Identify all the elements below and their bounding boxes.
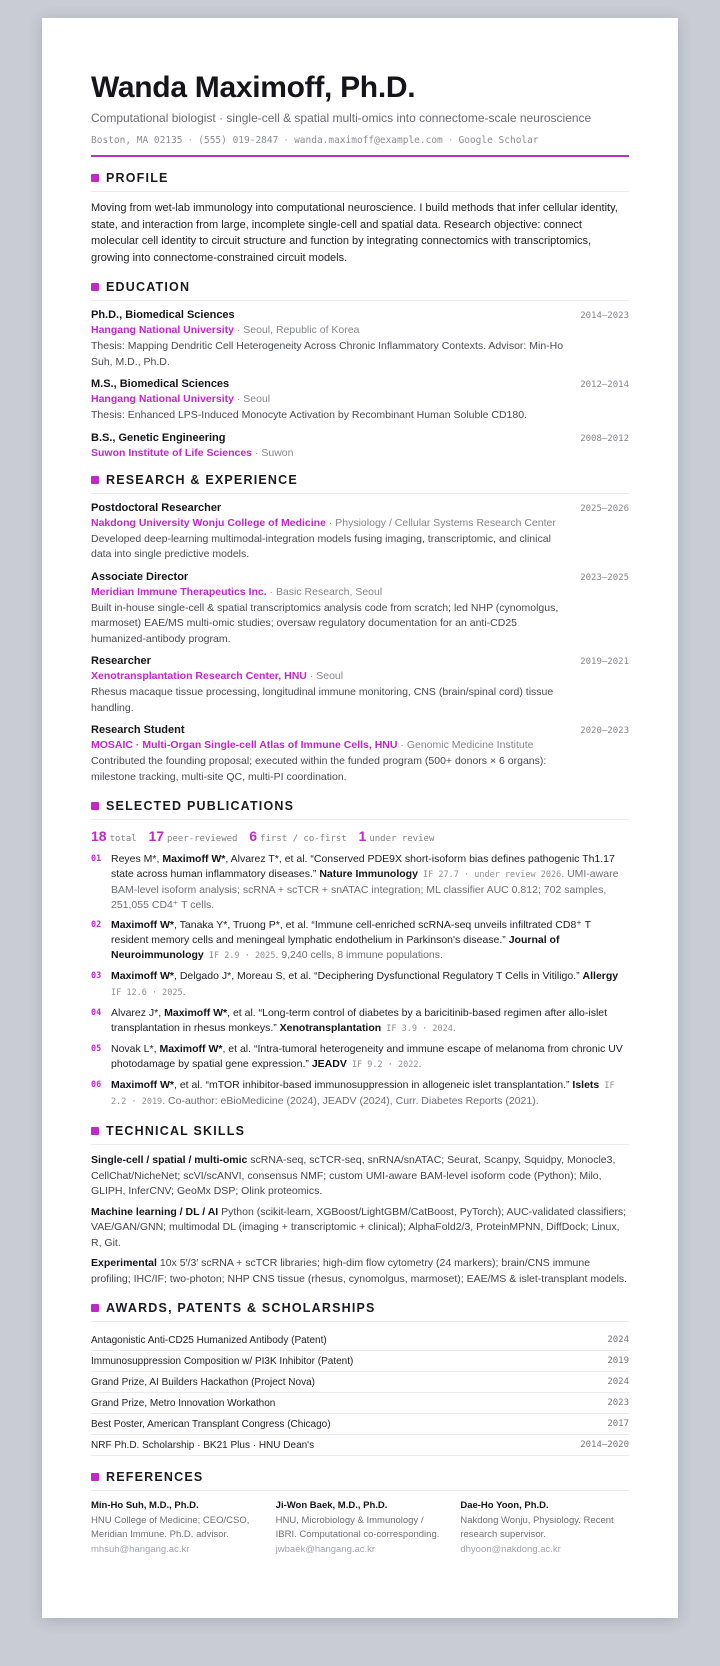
degree: B.S., Genetic Engineering <box>91 431 226 444</box>
description: Developed deep-learning multimodal-integration models fusing imaging, transcriptomic, and clinical data into single predictive models. <box>91 532 551 560</box>
section-title-experience: RESEARCH & EXPERIENCE <box>91 473 629 494</box>
skills-list <box>91 1153 629 1287</box>
reference-card <box>460 1499 629 1557</box>
impact-factor: IF 9.2 · 2022 <box>346 1060 419 1070</box>
award-year: 2014–2020 <box>580 1440 629 1450</box>
publication-citation: Alvarez J*, Maximoff W*, et al. “Long-term control of diabetes by a baricitinib-based regimen after allo-islet transplantation in rhesus monkeys.” Xenotransplantation IF 3.9 · 2024. <box>111 1007 608 1034</box>
reference-name: Ji-Won Baek, M.D., Ph.D. <box>275 1500 388 1511</box>
journal: Journal of Neuroimmunology <box>111 934 560 961</box>
publication-citation: Maximoff W*, Delgado J*, Moreau S, et al. “Deciphering Dysfunctional Regulatory T Cells in Vitiligo.” Allergy IF 12.6 · 2025. <box>111 970 619 998</box>
organization: Xenotransplantation Research Center, HNU <box>91 670 307 682</box>
degree: Ph.D., Biomedical Sciences <box>91 309 235 321</box>
impact-factor: IF 12.6 · 2025 <box>111 988 183 998</box>
thesis: Thesis: Mapping Dendritic Cell Heterogeneity Across Chronic Inflammatory Contexts. Advisor: Min-Ho Suh, M.D., Ph.D. <box>91 340 564 368</box>
stat-number: 17 <box>148 828 165 844</box>
contact-scholar-link[interactable]: Google Scholar <box>458 135 539 146</box>
publication-index: 01 <box>91 854 102 864</box>
award-name: Best Poster, American Transplant Congress (Chicago) <box>91 1418 331 1430</box>
publication-list <box>91 852 629 1110</box>
section-bullet-icon <box>91 1127 99 1135</box>
section-bullet-icon <box>91 802 99 810</box>
section-title-references: REFERENCES <box>91 1470 629 1491</box>
contact-email[interactable]: wanda.maximoff@example.com <box>294 135 443 146</box>
department: · Basic Research, Seoul <box>266 585 383 598</box>
reference-email[interactable]: mhsuh@hangang.ac.kr <box>91 1543 190 1555</box>
organization: Nakdong University Wonju College of Medicine <box>91 516 326 529</box>
department: · Seoul <box>306 670 344 682</box>
impact-factor: IF 3.9 · 2024 <box>381 1024 453 1034</box>
skill-label: Single-cell / spatial / multi-omic <box>91 1154 248 1166</box>
role: Associate Director <box>91 570 189 583</box>
section-title-skills: TECHNICAL SKILLS <box>91 1124 629 1145</box>
experience-entry <box>91 724 629 785</box>
reference-name: Dae-Ho Yoon, Ph.D. <box>460 1500 549 1511</box>
award-name: Grand Prize, Metro Innovation Workathon <box>91 1397 276 1409</box>
reference-email[interactable]: dhyoon@nakdong.ac.kr <box>460 1543 561 1555</box>
reference-card <box>276 1499 445 1557</box>
impact-factor: IF 27.7 · under review 2026 <box>417 870 562 880</box>
contact-location: Boston, MA 02135 <box>91 135 183 146</box>
section-bullet-icon <box>91 283 99 291</box>
references-list <box>91 1499 629 1557</box>
reference-email[interactable]: jwbaek@hangang.ac.kr <box>275 1543 376 1555</box>
journal: Nature Immunology <box>319 868 418 880</box>
institution-line <box>91 447 629 459</box>
skill-label: Machine learning / DL / AI <box>91 1205 219 1218</box>
award-row <box>91 1435 629 1456</box>
award-row <box>91 1351 629 1372</box>
stat-label: under review <box>369 834 435 844</box>
location: · Seoul, Republic of Korea <box>233 324 360 336</box>
section-bullet-icon <box>91 174 99 182</box>
degree: M.S., Biomedical Sciences <box>91 378 230 390</box>
award-year: 2024 <box>607 1377 629 1387</box>
organization-line <box>91 670 629 682</box>
contact-separator: · <box>283 135 290 146</box>
experience-list <box>91 502 629 786</box>
institution-line <box>91 324 629 336</box>
award-row <box>91 1393 629 1414</box>
contact-line <box>91 135 629 146</box>
stat-number: 1 <box>358 828 367 844</box>
section-title-awards: AWARDS, PATENTS & SCHOLARSHIPS <box>91 1301 629 1322</box>
stat-number: 6 <box>249 828 258 844</box>
dates: 2023–2025 <box>580 572 629 583</box>
journal: JEADV <box>311 1058 347 1070</box>
section-bullet-icon <box>91 1473 99 1481</box>
education-list <box>91 309 629 459</box>
award-row <box>91 1372 629 1393</box>
profile-text: Moving from wet-lab immunology into computational neuroscience. I build methods that infer cellular identity, state, and interaction from large, incomplete single-cell and spatial data. Research objective: connect molecular cell identity to circuit structure and function by integrating connectomics with transcriptomics, growing into connectome-constrained circuit models. <box>91 202 618 264</box>
publication-item <box>91 1042 629 1073</box>
header-divider <box>91 155 629 157</box>
role: Researcher <box>91 655 151 667</box>
publication-index: 04 <box>91 1008 102 1018</box>
department: · Physiology / Cellular Systems Research Center <box>325 516 556 529</box>
impact-factor: IF 2.9 · 2025 <box>203 951 276 961</box>
institution: Hangang National University <box>91 324 234 336</box>
reference-description: Nakdong Wonju, Physiology. Recent research supervisor. <box>460 1514 614 1540</box>
organization: Meridian Immune Therapeutics Inc. <box>91 585 267 598</box>
award-year: 2019 <box>607 1356 629 1366</box>
award-year: 2024 <box>607 1335 629 1345</box>
journal: Allergy <box>582 970 619 982</box>
publication-citation: Reyes M*, Maximoff W*, Alvarez T*, et al. “Conserved PDE9X short-isoform bias defines pathogenic Th1.17 state across human inflammatory diseases.” Nature Immunology IF 27.7 · under review 2026. UMI-aware BAM-level isoform analysis; scRNA + scTCR + snATAC integration; ML classifier AUC 0.812; 702 samples, 251,055 CD4⁺ T cells. <box>111 853 619 911</box>
publication-item <box>91 852 629 913</box>
organization-line <box>91 739 629 751</box>
resume-page <box>42 18 678 1618</box>
thesis: Thesis: Enhanced LPS-Induced Monocyte Activation by Recombinant Human Soluble CD180. <box>91 409 527 421</box>
organization-line <box>91 586 629 598</box>
section-bullet-icon <box>91 476 99 484</box>
dates: 2019–2021 <box>580 657 629 667</box>
reference-name: Min-Ho Suh, M.D., Ph.D. <box>91 1500 199 1511</box>
section-title-profile: PROFILE <box>91 171 629 192</box>
contact-separator: · <box>187 135 194 146</box>
award-row <box>91 1330 629 1351</box>
candidate-name: Wanda Maximoff, Ph.D. <box>91 71 416 104</box>
publication-stats <box>91 828 629 844</box>
organization: MOSAIC · Multi-Organ Single-cell Atlas of Immune Cells, HNU <box>91 739 398 751</box>
dates: 2014–2023 <box>580 311 629 321</box>
dates: 2008–2012 <box>580 433 629 444</box>
contact-phone[interactable]: (555) 019-2847 <box>198 135 279 146</box>
experience-entry <box>91 571 629 648</box>
journal: Xenotransplantation <box>279 1022 382 1034</box>
reference-card <box>91 1499 260 1557</box>
stat-label: peer-reviewed <box>167 834 238 844</box>
award-name: NRF Ph.D. Scholarship · BK21 Plus · HNU Dean's <box>91 1439 315 1451</box>
location: · Suwon <box>252 446 294 459</box>
tagline: Computational biologist · single-cell & spatial multi-omics into connectome-scale neuroscience <box>91 111 592 125</box>
description: Built in-house single-cell & spatial transcriptomics analysis code from scratch; led NHP (cynomolgus, marmoset) EAE/MS multi-omic studies; oversaw regulatory documentation for an anti-CD25 humanized-antibody program. <box>91 601 559 645</box>
award-name: Immunosuppression Composition w/ PI3K Inhibitor (Patent) <box>91 1355 354 1367</box>
dates: 2025–2026 <box>580 503 629 514</box>
institution-line <box>91 393 629 405</box>
education-entry <box>91 378 629 424</box>
institution: Hangang National University <box>91 393 234 405</box>
stat-number: 18 <box>91 828 107 844</box>
organization-line <box>91 517 629 529</box>
location: · Seoul <box>233 393 271 405</box>
publication-index: 03 <box>91 971 102 981</box>
publication-item <box>91 1006 629 1037</box>
publication-item <box>91 969 629 1001</box>
section-bullet-icon <box>91 1304 99 1312</box>
skill-group: Experimental 10x 5′/3′ scRNA + scTCR libraries; high-dim flow cytometry (24 markers); brain/CNS immune profiling; IHC/IF; two-photon; NHP CNS tissue (rhesus, cynomolgus, marmoset); EAE/MS & islet-transplant models. <box>91 1257 628 1285</box>
section-title-publications: SELECTED PUBLICATIONS <box>91 799 629 820</box>
publication-citation: Maximoff W*, et al. “mTOR inhibitor-based immunosuppression in allogeneic islet transplantation.” Islets IF 2.2 · 2019. Co-author: eBioMedicine (2024), JEADV (2024), Curr. Diabetes Reports (2021). <box>111 1079 615 1107</box>
experience-entry <box>91 655 629 716</box>
award-row <box>91 1414 629 1435</box>
description: Rhesus macaque tissue processing, longitudinal immune monitoring, CNS (brain/spinal cord) tissue handling. <box>91 686 554 714</box>
award-year: 2017 <box>607 1419 629 1429</box>
experience-entry <box>91 502 629 563</box>
education-entry <box>91 432 629 459</box>
publication-index: 02 <box>91 920 102 930</box>
award-name: Antagonistic Anti-CD25 Humanized Antibody (Patent) <box>91 1334 327 1346</box>
stat-label: total <box>109 834 137 844</box>
reference-description: HNU College of Medicine; CEO/CSO, Meridian Immune. Ph.D. advisor. <box>91 1514 250 1540</box>
role: Research Student <box>91 724 185 736</box>
stat-label: first / co-first <box>260 834 347 844</box>
skill-group: Machine learning / DL / AI Python (scikit-learn, XGBoost/LightGBM/CatBoost, PyTorch); AUC-validated classifiers; VAE/GAN/GNN; multimodal DL (imaging + transcriptomic + clinical); AlphaFold2/3, ProteinMPNN, DiffDock; Linux, R, Git. <box>91 1205 627 1249</box>
award-year: 2023 <box>607 1398 629 1408</box>
publication-item <box>91 918 629 964</box>
dates: 2012–2014 <box>580 380 629 390</box>
description: Contributed the founding proposal; executed within the funded program (500+ donors × 6 organs): milestone tracking, multi-site QC, multi-PI coordination. <box>91 755 547 783</box>
publication-citation: Maximoff W*, Tanaka Y*, Truong P*, et al. “Immune cell-enriched scRNA-seq unveils infiltrated CD8⁺ T resident memory cells and meningeal lymphatic endothelium in Parkinson's disease.” Journal of Neuroimmunology IF 2.9 · 2025. 9,240 cells, 8 immune populations. <box>111 919 591 961</box>
publication-index: 06 <box>91 1080 102 1090</box>
awards-list <box>91 1330 629 1456</box>
education-entry <box>91 309 629 370</box>
reference-description: HNU, Microbiology & Immunology / IBRI. Computational co-corresponding. <box>275 1514 440 1540</box>
contact-separator: · <box>447 135 454 146</box>
journal: Islets <box>572 1079 600 1091</box>
impact-factor: IF 2.2 · 2019 <box>111 1081 615 1107</box>
section-title-education: EDUCATION <box>91 280 629 301</box>
skill-label: Experimental <box>91 1257 157 1269</box>
publication-index: 05 <box>91 1044 102 1054</box>
skill-group: Single-cell / spatial / multi-omic scRNA-seq, scTCR-seq, snRNA/snATAC; Seurat, Scanpy, Squidpy, Monocle3, CellChat/NicheNet; scVI/scANVI, consensus NMF; custom UMI-aware BAM-level isoform code (Python); Milo, GLIPH, InferCNV; GeoMx DSP; Olink proteomics. <box>91 1154 616 1197</box>
department: · Genomic Medicine Institute <box>397 739 534 751</box>
role: Postdoctoral Researcher <box>91 501 222 514</box>
publication-item <box>91 1078 629 1110</box>
award-name: Grand Prize, AI Builders Hackathon (Project Nova) <box>91 1376 315 1388</box>
publication-citation: Novak L*, Maximoff W*, et al. “Intra-tumoral heterogeneity and immune escape of melanoma from chronic UV photodamage by spatial gene expression.” JEADV IF 9.2 · 2022. <box>111 1043 623 1070</box>
dates: 2020–2023 <box>580 726 629 736</box>
institution: Suwon Institute of Life Sciences <box>91 446 253 459</box>
